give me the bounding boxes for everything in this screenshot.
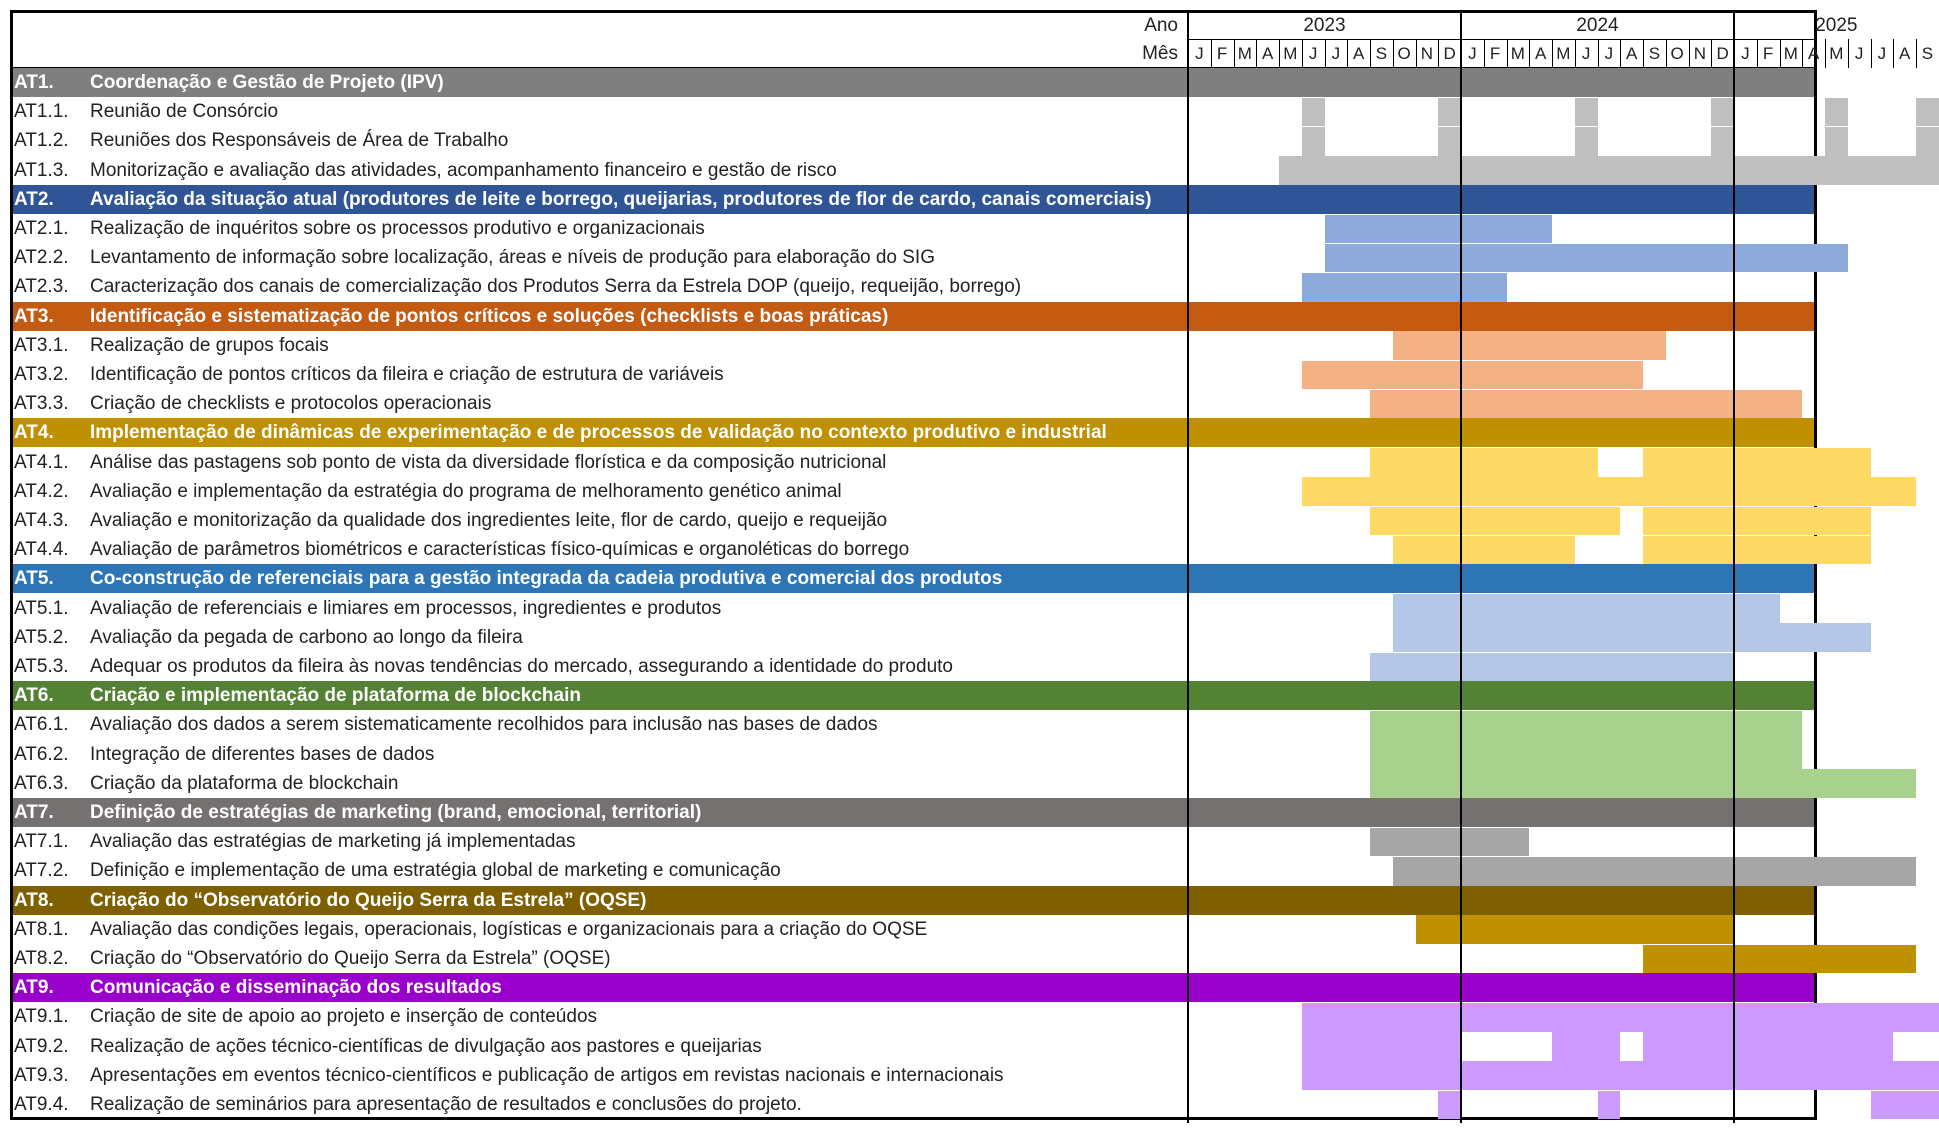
month-divider: [1347, 39, 1348, 68]
gantt-bar: [1393, 623, 1871, 652]
month-label: J: [1308, 44, 1318, 63]
gantt-bar: [1393, 536, 1575, 565]
year-label: 2025: [1815, 15, 1858, 36]
group-title: Comunicação e disseminação dos resultados: [90, 977, 502, 999]
month-label: J: [1331, 44, 1341, 63]
gantt-bar: [1393, 594, 1780, 623]
task-name: Integração de diferentes bases de dados: [90, 743, 435, 765]
task-code: AT8.2.: [14, 948, 69, 969]
task-code: AT3.1.: [14, 334, 69, 356]
gantt-bar: [1825, 127, 1848, 156]
gantt-bar: [1916, 127, 1939, 156]
task-code: AT3.3.: [14, 393, 69, 415]
gantt-bar: [1643, 507, 1871, 536]
group-code: AT1.: [14, 72, 54, 93]
gantt-bar: [1438, 1091, 1461, 1120]
month-label: M: [1783, 44, 1798, 63]
task-name: Criação da plataforma de blockchain: [90, 772, 399, 794]
gantt-bar: [1552, 1032, 1620, 1061]
gantt-bar: [1643, 945, 1916, 974]
task-name: Avaliação das estratégias de marketing já implementadas: [90, 831, 576, 853]
month-label: A: [1352, 44, 1365, 63]
gantt-bar: [1575, 127, 1598, 156]
task-code: AT6.1.: [14, 714, 69, 736]
month-label: S: [1648, 44, 1661, 63]
group-code: AT2.: [14, 188, 54, 210]
gantt-bar: [1302, 127, 1325, 156]
month-label: M: [1556, 44, 1571, 63]
month-divider: [1871, 39, 1872, 68]
month-divider: [1302, 39, 1303, 68]
month-divider: [1234, 39, 1235, 68]
gantt-bar: [1393, 331, 1666, 360]
group-code: AT3.: [14, 305, 54, 327]
month-label: J: [1195, 44, 1204, 63]
task-name: Realização de grupos focais: [90, 334, 329, 356]
month-divider: [1666, 39, 1667, 68]
gantt-bar: [1302, 477, 1916, 506]
task-name: Caracterização dos canais de comercialização dos Produtos Serra da Estrela DOP (queijo, requeijão, borrego): [90, 276, 1022, 298]
month-label: J: [1604, 44, 1614, 63]
gantt-bar: [1302, 98, 1325, 127]
gantt-bar: [1302, 1003, 1939, 1032]
month-label: J: [1877, 44, 1887, 63]
task-name: Avaliação dos dados a serem sistematicamente recolhidos para inclusão nas bases de dados: [90, 714, 878, 736]
gantt-bar: [1438, 127, 1461, 156]
month-label: S: [1921, 44, 1934, 63]
task-name: Realização de inquéritos sobre os processos produtivo e organizacionais: [90, 218, 705, 239]
group-code: AT8.: [14, 889, 54, 911]
month-divider: [1438, 39, 1439, 68]
task-name: Adequar os produtos da fileira às novas tendências do mercado, assegurando a identidade do produto: [90, 656, 953, 677]
task-name: Avaliação de referenciais e limiares em processos, ingredientes e produtos: [90, 597, 722, 619]
gantt-bar: [1325, 244, 1848, 273]
task-name: Apresentações em eventos técnico-científicos e publicação de artigos em revistas nacionais e internacionais: [90, 1064, 1004, 1086]
month-divider: [1893, 39, 1894, 68]
group-title: Criação e implementação de plataforma de blockchain: [90, 685, 581, 707]
group-code: AT9.: [14, 977, 54, 999]
month-divider: [1916, 39, 1917, 68]
task-name: Avaliação da pegada de carbono ao longo da fileira: [90, 626, 523, 648]
group-title: Coordenação e Gestão de Projeto (IPV): [90, 72, 444, 93]
task-code: AT4.2.: [14, 480, 69, 502]
task-name: Criação de checklists e protocolos operacionais: [90, 393, 492, 415]
month-divider: [1780, 39, 1781, 68]
task-code: AT7.1.: [14, 831, 69, 853]
year-header-label: Ano: [1144, 15, 1178, 36]
gantt-bar: [1598, 1091, 1621, 1120]
month-divider: [1529, 39, 1530, 68]
month-divider: [1370, 39, 1371, 68]
task-code: AT2.1.: [14, 218, 69, 239]
task-code: AT8.1.: [14, 918, 69, 940]
month-divider: [1393, 39, 1394, 68]
month-divider: [1552, 39, 1553, 68]
task-name: Avaliação e implementação da estratégia do programa de melhoramento genético animal: [90, 480, 842, 502]
task-code: AT2.2.: [14, 247, 69, 269]
task-code: AT4.3.: [14, 510, 69, 531]
month-label: M: [1510, 44, 1525, 63]
month-divider: [1211, 39, 1212, 68]
gantt-bar: [1370, 390, 1802, 419]
task-code: AT5.3.: [14, 656, 69, 677]
task-name: Realização de ações técnico-científicas de divulgação aos pastores e queijarias: [90, 1035, 762, 1057]
month-label: A: [1534, 44, 1547, 63]
gantt-bar: [1370, 653, 1734, 682]
gantt-bar: [1302, 1032, 1461, 1061]
gantt-bar: [1302, 1061, 1939, 1090]
gantt-bar: [1370, 828, 1529, 857]
group-title: Implementação de dinâmicas de experimentação e de processos de validação no contexto produtivo e industrial: [90, 422, 1107, 444]
gantt-bar: [1871, 1091, 1939, 1120]
task-code: AT1.2.: [14, 130, 69, 152]
gantt-bar: [1825, 98, 1848, 127]
month-divider: [1484, 39, 1485, 68]
month-label: M: [1829, 44, 1844, 63]
month-divider: [1620, 39, 1621, 68]
group-code: AT6.: [14, 685, 54, 707]
gantt-bar: [1916, 98, 1939, 127]
gantt-bar: [1575, 98, 1598, 127]
month-label: D: [1716, 44, 1729, 63]
task-name: Análise das pastagens sob ponto de vista da diversidade florística e da composição nutricional: [90, 451, 887, 473]
task-code: AT6.2.: [14, 743, 69, 765]
month-label: A: [1807, 44, 1820, 63]
month-label: N: [1420, 44, 1434, 63]
task-code: AT1.1.: [14, 101, 69, 123]
month-label: O: [1670, 44, 1684, 63]
month-label: F: [1216, 44, 1228, 63]
month-label: O: [1397, 44, 1411, 63]
year-divider: [1187, 11, 1189, 1123]
year-row-separator: [1188, 39, 1814, 40]
month-divider: [1643, 39, 1644, 68]
task-name: Avaliação das condições legais, operacionais, logísticas e organizacionais para a criação do OQSE: [90, 918, 928, 940]
task-code: AT1.3.: [14, 159, 69, 181]
task-code: AT4.4.: [14, 539, 69, 561]
month-divider: [1416, 39, 1417, 68]
task-name: Levantamento de informação sobre localização, áreas e níveis de produção para elaboração do SIG: [90, 247, 935, 269]
gantt-bar: [1279, 156, 1939, 185]
gantt-bar: [1325, 215, 1553, 244]
task-code: AT9.2.: [14, 1035, 69, 1057]
month-divider: [1757, 39, 1758, 68]
task-name: Criação de site de apoio ao projeto e inserção de conteúdos: [90, 1006, 598, 1028]
group-title: Avaliação da situação atual (produtores de leite e borrego, queijarias, produtores de flor de cardo, canais comerciais): [90, 188, 1152, 210]
year-label: 2024: [1576, 15, 1619, 36]
gantt-bar: [1370, 507, 1620, 536]
month-divider: [1575, 39, 1576, 68]
month-label: M: [1237, 44, 1252, 63]
task-code: AT9.3.: [14, 1064, 69, 1086]
month-label: J: [1854, 44, 1864, 63]
task-code: AT6.3.: [14, 772, 69, 794]
task-code: AT5.2.: [14, 626, 69, 648]
month-divider: [1825, 39, 1826, 68]
month-label: F: [1762, 44, 1774, 63]
task-name: Avaliação e monitorização da qualidade dos ingredientes leite, flor de cardo, queijo e requeijão: [90, 510, 888, 531]
month-divider: [1507, 39, 1508, 68]
month-label: A: [1261, 44, 1274, 63]
task-name: Criação do “Observatório do Queijo Serra da Estrela” (OQSE): [90, 948, 611, 969]
year-divider: [1733, 11, 1735, 1123]
month-divider: [1598, 39, 1599, 68]
gantt-bar: [1370, 711, 1802, 740]
month-divider: [1802, 39, 1803, 68]
month-header-label: Mês: [1142, 43, 1178, 64]
month-label: A: [1898, 44, 1911, 63]
month-label: M: [1283, 44, 1298, 63]
month-divider: [1711, 39, 1712, 68]
header-separator: [13, 67, 1814, 68]
gantt-bar: [1416, 915, 1735, 944]
task-code: AT4.1.: [14, 451, 69, 473]
month-divider: [1325, 39, 1326, 68]
gantt-bar: [1643, 448, 1871, 477]
month-label: S: [1375, 44, 1388, 63]
task-code: AT5.1.: [14, 597, 69, 619]
task-name: Identificação de pontos críticos da fileira e criação de estrutura de variáveis: [90, 364, 724, 385]
month-divider: [1256, 39, 1257, 68]
task-name: Definição e implementação de uma estratégia global de marketing e comunicação: [90, 860, 781, 882]
gantt-bar: [1370, 448, 1598, 477]
task-code: AT2.3.: [14, 276, 69, 298]
gantt-bar: [1370, 740, 1802, 769]
gantt-bar: [1711, 98, 1734, 127]
month-label: F: [1489, 44, 1501, 63]
task-name: Reuniões dos Responsáveis de Área de Trabalho: [90, 130, 509, 152]
group-title: Criação do “Observatório do Queijo Serra da Estrela” (OQSE): [90, 889, 647, 911]
gantt-bar: [1438, 98, 1461, 127]
gantt-bar: [1711, 127, 1734, 156]
gantt-bar: [1302, 361, 1643, 390]
gantt-bar: [1393, 857, 1916, 886]
task-name: Avaliação de parâmetros biométricos e características físico-químicas e organoléticas do borrego: [90, 539, 910, 561]
month-label: A: [1625, 44, 1638, 63]
month-label: D: [1443, 44, 1456, 63]
year-divider: [1460, 11, 1462, 1123]
task-name: Realização de seminários para apresentação de resultados e conclusões do projeto.: [90, 1094, 802, 1115]
month-divider: [1689, 39, 1690, 68]
group-title: Definição de estratégias de marketing (brand, emocional, territorial): [90, 802, 702, 823]
task-code: AT7.2.: [14, 860, 69, 882]
group-title: Identificação e sistematização de pontos críticos e soluções (checklists e boas práticas): [90, 305, 889, 327]
task-name: Reunião de Consórcio: [90, 101, 279, 123]
gantt-bar: [1643, 1032, 1893, 1061]
task-code: AT9.1.: [14, 1006, 69, 1028]
month-label: N: [1693, 44, 1707, 63]
month-label: J: [1581, 44, 1591, 63]
month-divider: [1848, 39, 1849, 68]
group-code: AT4.: [14, 422, 54, 444]
group-title: Co-construção de referenciais para a gestão integrada da cadeia produtiva e comercial dos produtos: [90, 568, 1003, 590]
month-label: J: [1741, 44, 1750, 63]
task-name: Monitorização e avaliação das atividades, acompanhamento financeiro e gestão de risco: [90, 159, 837, 181]
task-code: AT3.2.: [14, 364, 69, 385]
gantt-bar: [1643, 536, 1871, 565]
group-code: AT5.: [14, 568, 54, 590]
group-code: AT7.: [14, 802, 54, 823]
year-label: 2023: [1303, 15, 1346, 36]
gantt-bar: [1370, 769, 1916, 798]
month-divider: [1279, 39, 1280, 68]
task-code: AT9.4.: [14, 1094, 69, 1115]
month-label: J: [1468, 44, 1477, 63]
gantt-bar: [1302, 273, 1507, 302]
